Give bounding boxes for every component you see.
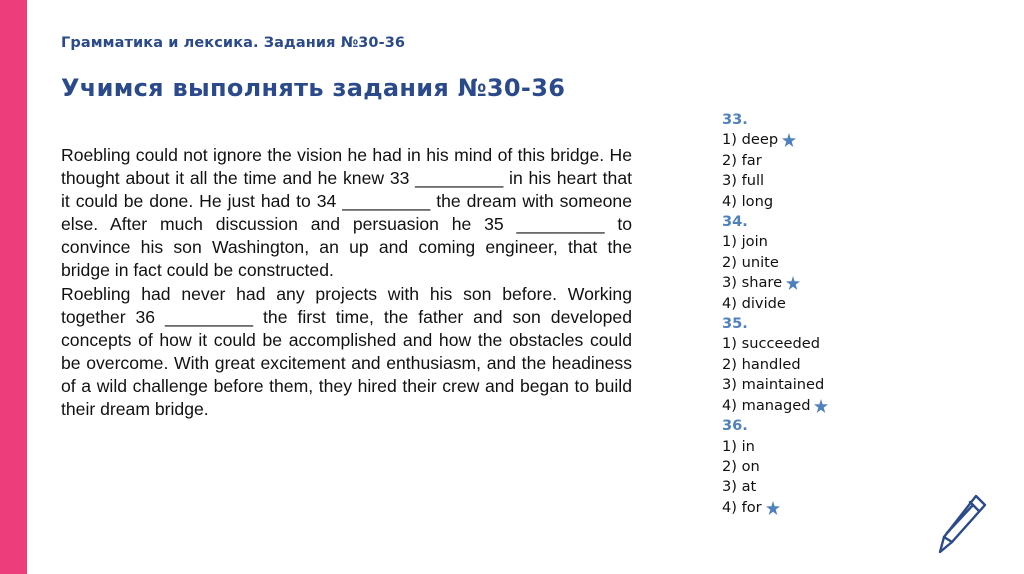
option-34-4: 4) divide	[722, 294, 786, 312]
option-36-1: 1) in	[722, 437, 755, 455]
page-title: Учимся выполнять задания №30-36	[61, 74, 566, 102]
option-34-3: 3) share	[722, 273, 828, 293]
page-subtitle: Грамматика и лексика. Задания №30-36	[61, 35, 406, 51]
option-35-1: 1) succeeded	[722, 335, 820, 353]
option-35-3: 3) maintained	[722, 376, 825, 394]
pencil-icon	[936, 492, 988, 556]
option-33-1: 1) deep	[722, 130, 828, 150]
star-icon	[814, 399, 828, 413]
question-number-36: 36.	[722, 417, 748, 435]
question-number-35: 35.	[722, 315, 748, 333]
star-icon	[782, 133, 796, 147]
star-icon	[766, 501, 780, 515]
option-36-2: 2) on	[722, 457, 760, 475]
answer-options	[722, 110, 828, 518]
question-number-33: 33.	[722, 111, 748, 128]
reading-passage	[61, 144, 632, 421]
option-36-3: 3) at	[722, 478, 757, 496]
option-33-4: 4) long	[722, 192, 774, 210]
passage-paragraph-1: Roebling could not ignore the vision he had in his mind of this bridge. He thought about it all the time and he knew 33 _________ in his heart that it could be done. He just had to 34 _________ the dream with someone else. After much discussion and persuasion he 35 _________ to convince his son Washington, an up and coming engineer, that the bridge in fact could be constructed.	[61, 145, 632, 281]
option-36-4: 4) for	[722, 498, 828, 518]
option-34-2: 2) unite	[722, 253, 779, 271]
passage-paragraph-2: Roebling had never had any projects with his son before. Working together 36 _________ the first time, the father and son developed concepts of how it could be accomplished and how the obstacles could be overcome. With great excitement and enthusiasm, and the headiness of a wild challenge before them, they hired their crew and began to build their dream bridge.	[61, 283, 632, 420]
option-33-2: 2) far	[722, 151, 762, 169]
accent-bar	[0, 0, 27, 574]
option-33-3: 3) full	[722, 172, 765, 190]
star-icon	[786, 276, 800, 290]
question-number-34: 34.	[722, 213, 748, 231]
option-35-4: 4) managed	[722, 396, 828, 416]
option-34-1: 1) join	[722, 233, 768, 251]
option-35-2: 2) handled	[722, 355, 801, 373]
